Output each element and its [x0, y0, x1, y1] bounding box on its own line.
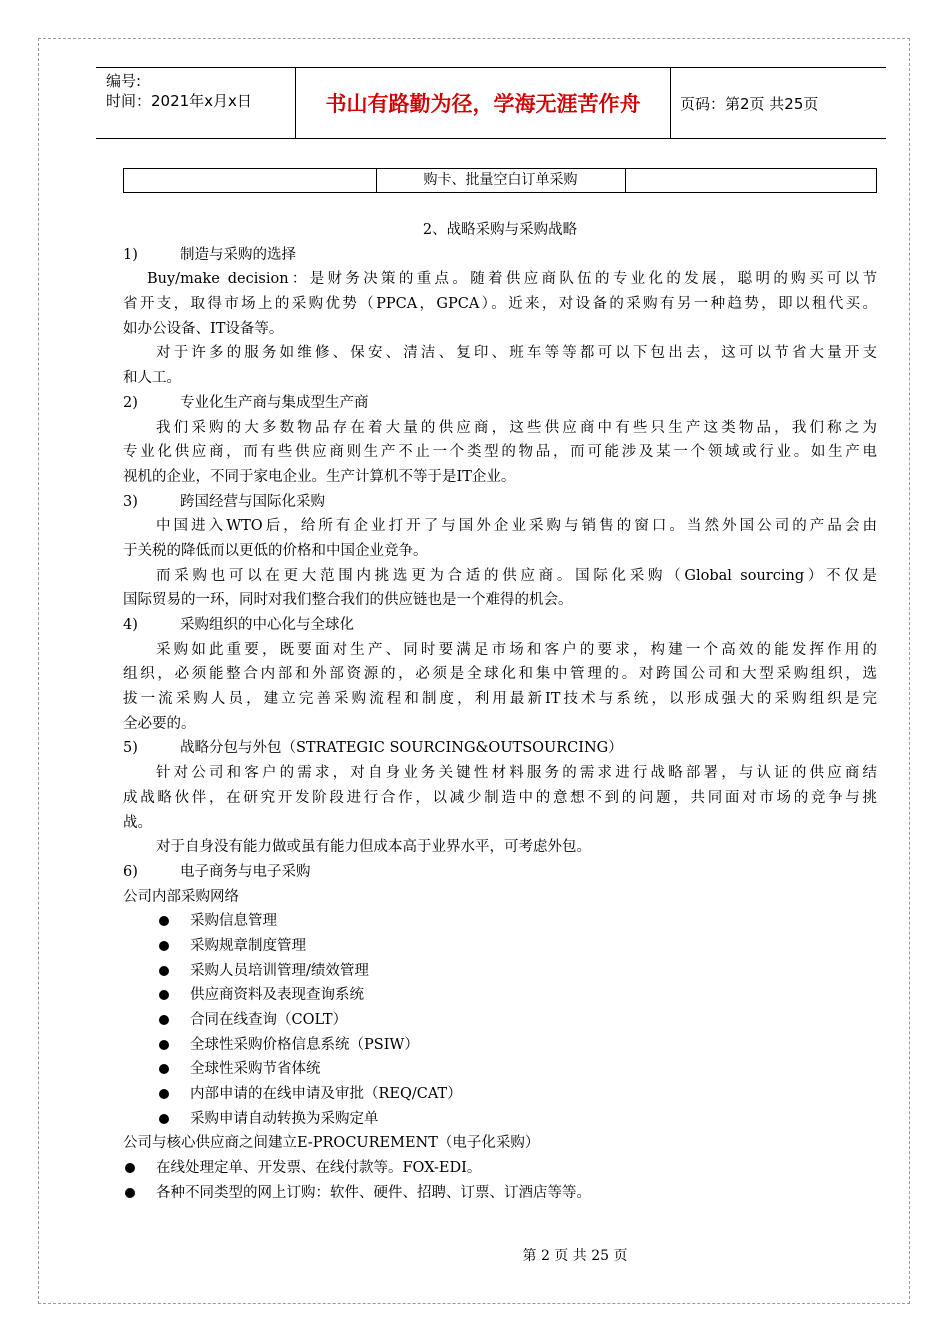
subsection-number: 6): [123, 863, 138, 880]
subsection-title: 采购组织的中心化与全球化: [180, 617, 354, 633]
paragraph-line: 采购如此重要，既要面对生产、同时要满足市场和客户的要求，构建一个高效的能发挥作用的: [156, 641, 877, 658]
paragraph-line: 中国进入WTO后，给所有企业打开了与国外企业采购与销售的窗口。当然外国公司的产品会由: [156, 518, 877, 535]
number-label: 编号:: [106, 72, 142, 90]
subsection-heading: [123, 613, 877, 638]
eprocurement-title: 公司与核心供应商之间建立E-PROCUREMENT（电子化采购）: [123, 1135, 540, 1152]
paragraph-line: 我们采购的大多数物品存在着大量的供应商，这些供应商中有些只生产这类物品，我们称之为: [156, 419, 877, 436]
section-title: 2、战略采购与采购战略: [422, 222, 578, 238]
list-item-text: 各种不同类型的网上订购：软件、硬件、招聘、订票、订酒店等等。: [156, 1184, 591, 1201]
paragraph-line: 国际贸易的一环，同时对我们整合我们的供应链也是一个难得的机会。: [123, 592, 573, 609]
list-item-text: 采购规章制度管理: [190, 937, 306, 954]
paragraph-line: 如办公设备、IT设备等。: [123, 320, 284, 337]
paragraph-line: 视机的企业，不同于家电企业。生产计算机不等于是IT企业。: [123, 468, 516, 485]
subsection-number: 5): [123, 740, 138, 757]
list-item-text: 合同在线查询（COLT）: [190, 1012, 348, 1028]
bullet-icon: [159, 966, 169, 976]
bullet-icon: [159, 1089, 169, 1099]
bullet-icon: [125, 1163, 135, 1173]
footer-page-number: 第 2 页 共 25 页: [522, 1248, 628, 1264]
list-item-text: 采购信息管理: [190, 913, 277, 930]
table-cell-empty: [124, 169, 377, 192]
list-item-text: 供应商资料及表现查询系统: [190, 987, 364, 1004]
bullet-icon: [159, 1064, 169, 1074]
table-cell-text: 购卡、批量空白订单采购: [376, 169, 626, 192]
list-item: [123, 1082, 877, 1107]
list-item: [123, 1033, 877, 1058]
list-item: [123, 1156, 877, 1181]
subsection-title: 专业化生产商与集成型生产商: [180, 394, 369, 411]
list-item: [123, 983, 877, 1008]
list-item: [123, 1107, 877, 1132]
bullet-icon: [159, 941, 169, 951]
paragraph-line: 省开支，取得市场上的采购优势（PPCA，GPCA）。近来，对设备的采购有另一种趋势，即以租代买。: [123, 296, 877, 313]
bullet-icon: [125, 1188, 135, 1198]
list-item-text: 采购人员培训管理/绩效管理: [190, 962, 369, 979]
page-info: 页码：第2页 共25页: [680, 94, 819, 113]
subsection-title: 战略分包与外包（STRATEGIC SOURCING&OUTSOURCING）: [180, 740, 623, 757]
list-item: [123, 1181, 877, 1206]
paragraph-line: 对于自身没有能力做或虽有能力但成本高于业界水平，可考虑外包。: [156, 839, 591, 856]
list-item-text: 采购申请自动转换为采购定单: [190, 1110, 379, 1127]
subsection-number: 2): [123, 394, 138, 411]
subsection-heading: [123, 860, 877, 885]
paragraph-line: 专业化供应商，而有些供应商则生产不止一个类型的物品，而可能涉及某一个领域或行业。如生产电: [123, 444, 877, 461]
list-item: [123, 909, 877, 934]
paragraph-line: 而采购也可以在更大范围内挑选更为合适的供应商。国际化采购（Global sourcing）不仅是: [156, 567, 877, 584]
subsection-title: 电子商务与电子采购: [180, 863, 311, 880]
bullet-icon: [159, 1114, 169, 1124]
paragraph-line: 于关税的降低而以更低的价格和中国企业竞争。: [123, 542, 428, 559]
list-item-text: 在线处理定单、开发票、在线付款等。FOX-EDI。: [156, 1160, 482, 1177]
list-item: [123, 1008, 877, 1033]
bullet-icon: [159, 1015, 169, 1025]
paragraph-line: 成战略伙伴，在研究开发阶段进行合作，以减少制造中的意想不到的问题，共同面对市场的竞争与挑: [123, 789, 877, 806]
internal-network-title: 公司内部采购网络: [123, 888, 239, 905]
paragraph-line: 拔一流采购人员，建立完善采购流程和制度，利用最新IT技术与系统，以形成强大的采购组织是完: [123, 691, 877, 708]
subsection-title: 制造与采购的选择: [180, 246, 296, 263]
page-footer: [0, 1245, 950, 1265]
subsection-heading: [123, 243, 877, 268]
motto-text: 书山有路勤为径，学海无涯苦作舟: [296, 68, 671, 138]
header-meta: [96, 68, 296, 138]
subsection-heading: [123, 490, 877, 515]
document-body: [123, 218, 877, 1206]
list-item: [123, 1057, 877, 1082]
paragraph-line: 针对公司和客户的需求，对自身业务关键性材料服务的需求进行战略部署，与认证的供应商结: [156, 765, 877, 782]
list-item-text: 内部申请的在线申请及审批（REQ/CAT）: [190, 1086, 462, 1103]
table-row: [123, 168, 877, 193]
subsection-heading: [123, 736, 877, 761]
bullet-icon: [159, 1040, 169, 1050]
subsection-number: 4): [123, 617, 138, 633]
page-header: [96, 67, 886, 139]
list-item-text: 全球性采购价格信息系统（PSIW）: [190, 1036, 419, 1053]
bullet-icon: [159, 916, 169, 926]
subsection-heading: [123, 391, 877, 416]
time-label: 时间：2021年x月x日: [106, 92, 252, 110]
subsection-number: 1): [123, 246, 138, 263]
paragraph-line: 全必要的。: [123, 715, 196, 732]
paragraph-line: 组织，必须能整合内部和外部资源的，必须是全球化和集中管理的。对跨国公司和大型采购组织，选: [123, 666, 877, 683]
paragraph-line: 战。: [123, 814, 152, 831]
subsection-number: 3): [123, 493, 138, 510]
list-item: [123, 959, 877, 984]
list-item-text: 全球性采购节省体统: [190, 1061, 321, 1078]
list-item: [123, 934, 877, 959]
subsection-title: 跨国经营与国际化采购: [180, 493, 325, 510]
paragraph-line: Buy/make decision：是财务决策的重点。随着供应商队伍的专业化的发展，聪明的购买可以节: [147, 271, 877, 288]
paragraph-line: 对于许多的服务如维修、保安、清洁、复印、班车等等都可以下包出去，这可以节省大量开支: [156, 345, 877, 362]
paragraph-line: 和人工。: [123, 370, 181, 387]
bullet-icon: [159, 990, 169, 1000]
